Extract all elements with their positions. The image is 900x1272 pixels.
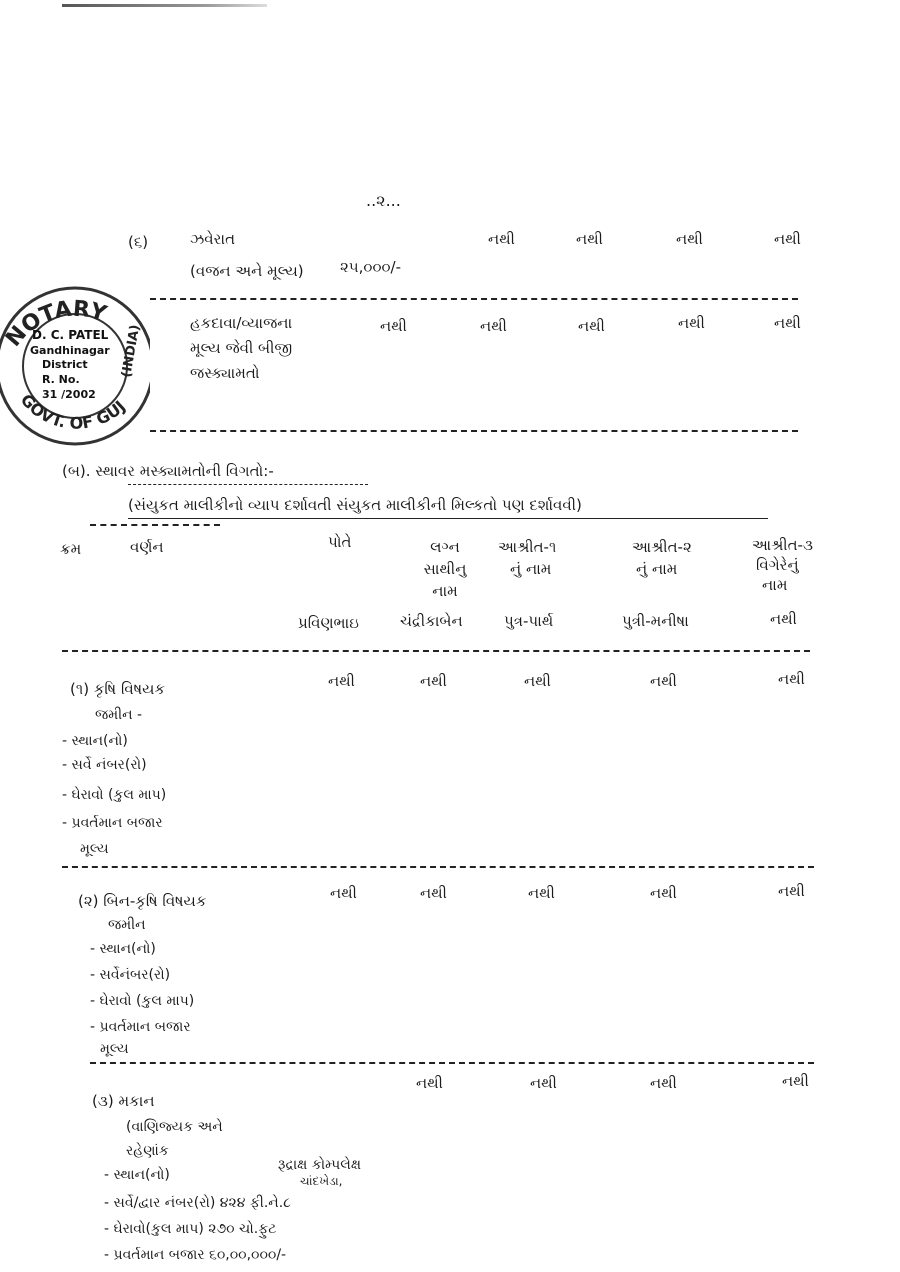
other-assets-spouse-value: નથી — [480, 317, 507, 335]
row2-self-value: નથી — [330, 884, 357, 902]
row1-line3: - સ્થાન(નો) — [62, 733, 128, 749]
row1-line2: જમીન - — [95, 707, 143, 723]
other-assets-dep2-value: નથી — [678, 314, 705, 332]
row1-line6: - પ્રવર્તમાન બજાર — [62, 815, 163, 831]
row2-title: (૨) બિન-કૃષિ વિષયક — [78, 892, 207, 910]
jewelry-sublabel: (વજન અને મૂલ્ય) — [190, 262, 304, 280]
column-header-dependent3-1: આશ્રીત-૩ — [752, 536, 813, 554]
name-dependent2: પુત્રી-મનીષા — [622, 612, 689, 630]
row2-dep3-value: નથી — [778, 882, 805, 900]
other-assets-line1: હકદાવા/વ્યાજના — [190, 314, 293, 332]
column-header-spouse-2: સાથીનુ — [423, 560, 467, 578]
other-assets-self-value: નથી — [380, 317, 407, 335]
name-dependent1: પુત્ર-પાર્થ — [504, 612, 554, 630]
divider — [150, 430, 798, 432]
row2-line3: - સ્થાન(નો) — [90, 941, 156, 957]
row3-spouse-value: નથી — [416, 1074, 443, 1092]
notary-seal — [0, 268, 150, 448]
column-header-spouse-1: લગ્ન — [430, 538, 460, 556]
row1-dep3-value: નથી — [778, 670, 805, 688]
row3-line5: - સર્વે/દ્વાર નંબર(રો) ૪૨૪ ફી.ને.૮ — [104, 1195, 291, 1211]
svg-text:Gandhinagar: Gandhinagar — [30, 344, 110, 357]
column-header-dependent2-2: નું નામ — [636, 560, 678, 578]
jewelry-number: (૬) — [128, 233, 149, 251]
name-self: પ્રવિણભાઇ — [298, 614, 359, 632]
jewelry-dep2-value: નથી — [676, 230, 703, 248]
row3-location-value-a: રૂદ્રાક્ષ કોમ્પલેક્ષ — [278, 1157, 362, 1173]
row1-dep2-value: નથી — [650, 672, 677, 690]
section-subheading: (સંયુકત માલીકીનો વ્યાપ દર્શાવતી સંયુકત માલીકીની મિલ્કતો પણ દર્શાવવી) — [128, 496, 582, 514]
other-assets-dep3-value: નથી — [774, 314, 801, 332]
row3-dep1-value: નથી — [530, 1074, 557, 1092]
row3-location-value-b: ચાંદખેડા, — [300, 1174, 343, 1188]
jewelry-spouse-value: નથી — [488, 230, 515, 248]
row1-line4: - સર્વે નંબર(રો) — [62, 757, 147, 773]
row1-line5: - ઘેરાવો (કુલ માપ) — [62, 787, 167, 803]
heading-underline — [128, 484, 368, 485]
column-header-dependent3-2: વિગેરેનું — [756, 556, 799, 574]
column-header-dependent1-2: નું નામ — [510, 560, 552, 578]
name-dependent3: નથી — [770, 610, 797, 628]
jewelry-dep3-value: નથી — [774, 230, 801, 248]
column-header-description: વર્ણન — [130, 538, 164, 556]
jewelry-label: ઝવેરાત — [190, 230, 236, 248]
row2-line5: - ઘેરાવો (કુલ માપ) — [90, 993, 195, 1009]
row3-line3: રહેણાંક — [126, 1143, 169, 1159]
column-header-dependent3-3: નામ — [762, 576, 788, 594]
svg-text:District: District — [42, 358, 88, 371]
divider — [62, 866, 814, 868]
svg-text:GOVT. OF GUJ: GOVT. OF GUJ — [16, 390, 130, 433]
jewelry-dep1-value: નથી — [576, 230, 603, 248]
row3-line2: (વાણિજ્યક અને — [126, 1119, 223, 1135]
svg-text:NOTARY: NOTARY — [1, 296, 110, 352]
subheading-underline — [128, 518, 768, 519]
row2-line4: - સર્વેનંબર(રો) — [90, 967, 171, 983]
other-assets-line3: જસ્ક્યામતો — [190, 364, 260, 382]
divider — [90, 524, 220, 526]
other-assets-line2: મૂલ્ય જેવી બીજી — [190, 339, 293, 357]
row1-self-value: નથી — [328, 672, 355, 690]
divider — [62, 650, 810, 652]
row3-line6: - ઘેરાવો(કુલ માપ) ૨૭૦ ચો.ફુટ — [104, 1221, 277, 1237]
divider — [90, 1062, 814, 1064]
row3-line7: - પ્રવર્તમાન બજાર ૬૦,૦૦,૦૦૦/- — [104, 1247, 287, 1263]
column-header-self: પોતે — [328, 533, 352, 551]
row3-dep3-value: નથી — [782, 1072, 809, 1090]
row3-dep2-value: નથી — [650, 1074, 677, 1092]
name-spouse: ચંદ્રીકાબેન — [400, 612, 463, 630]
row2-dep1-value: નથી — [528, 884, 555, 902]
row3-title: (૩) મકાન — [92, 1092, 155, 1110]
row1-spouse-value: નથી — [420, 672, 447, 690]
row2-line2: જમીન — [108, 917, 146, 933]
column-header-serial: ક્રમ — [60, 540, 82, 558]
row2-line6: - પ્રવર્તમાન બજાર — [90, 1019, 191, 1035]
row1-title: (૧) કૃષિ વિષયક — [70, 680, 165, 698]
scan-edge-mark — [62, 4, 267, 7]
other-assets-dep1-value: નથી — [578, 317, 605, 335]
svg-text:(INDIA): (INDIA) — [119, 323, 144, 379]
svg-text:31 /2002: 31 /2002 — [42, 388, 96, 401]
row1-dep1-value: નથી — [524, 672, 551, 690]
row2-spouse-value: નથી — [420, 884, 447, 902]
column-header-spouse-3: નામ — [432, 582, 458, 600]
svg-text:D. C. PATEL: D. C. PATEL — [32, 328, 109, 342]
column-header-dependent2-1: આશ્રીત-૨ — [632, 538, 692, 556]
svg-text:R. No.: R. No. — [42, 373, 80, 386]
row2-line7: મૂલ્ય — [100, 1041, 129, 1057]
jewelry-amount: ૨૫,૦૦૦/- — [340, 258, 401, 276]
column-header-dependent1-1: આશ્રીત-૧ — [498, 538, 557, 556]
page-marker: ..૨... — [366, 191, 401, 210]
section-heading: (બ). સ્થાવર મસ્ક્યામતોની વિગતો:- — [62, 462, 274, 480]
row2-dep2-value: નથી — [650, 884, 677, 902]
divider — [150, 298, 798, 300]
row3-line4: - સ્થાન(નો) — [104, 1167, 170, 1183]
row1-line7: મૂલ્ય — [80, 841, 109, 857]
